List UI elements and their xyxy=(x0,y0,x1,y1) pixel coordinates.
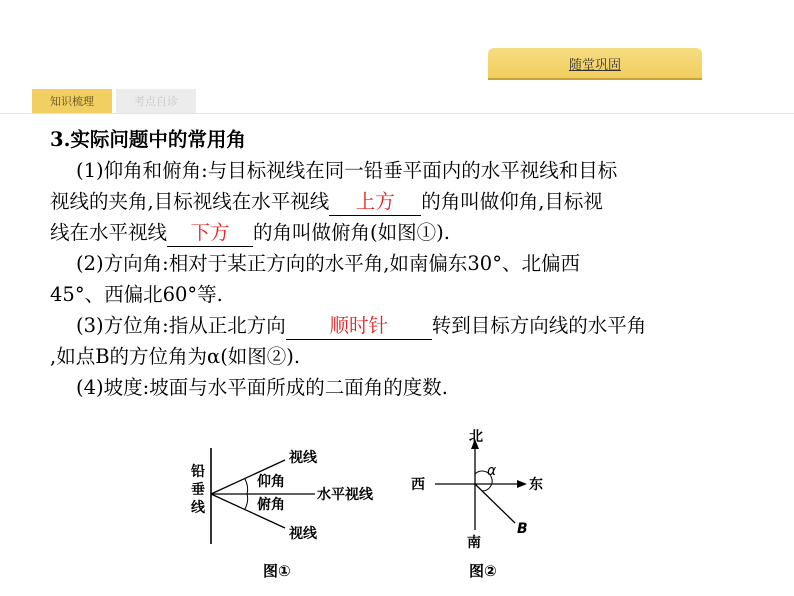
answer-blank-above: 上方 xyxy=(329,189,421,216)
east-label: 东 xyxy=(529,477,543,493)
paragraph-3-line-1 xyxy=(50,310,750,341)
figure-2-caption: 图② xyxy=(469,562,497,580)
text-fragment: 的角叫做仰角,目标视 xyxy=(421,190,603,213)
sight-label-top: 视线 xyxy=(289,450,317,466)
depression-arc xyxy=(245,494,248,509)
paragraph-2-line-2: 45°、西偏北60°等. xyxy=(50,283,223,306)
sight-label-bottom: 视线 xyxy=(289,526,317,542)
tab-self-test[interactable]: 考点自诊 xyxy=(116,89,196,113)
east-arrow-icon xyxy=(517,480,527,488)
horizontal-label: 水平视线 xyxy=(317,487,373,503)
paragraph-2-line-1: (2)方向角:相对于某正方向的水平角,如南偏东30°、北偏西 xyxy=(76,252,580,275)
elevation-arc xyxy=(245,479,248,494)
lesson-content xyxy=(50,124,750,403)
north-label: 北 xyxy=(469,429,483,445)
text-fragment: 视线的夹角,目标视线在水平视线 xyxy=(50,190,330,213)
elevation-label: 仰角 xyxy=(257,474,285,490)
text-fragment: 线在水平视线 xyxy=(50,221,168,244)
text-fragment: 的角叫做俯角(如图①). xyxy=(253,221,450,244)
figure-1-diagram xyxy=(185,440,405,590)
paragraph-3-line-2: ,如点B的方位角为α(如图②). xyxy=(50,345,301,368)
figure-1-caption: 图① xyxy=(263,562,291,580)
header-divider xyxy=(0,113,794,114)
text-fragment: 转到目标方向线的水平角 xyxy=(431,314,647,337)
tab-knowledge[interactable]: 知识梳理 xyxy=(32,89,112,113)
section-heading: 3.实际问题中的常用角 xyxy=(50,128,246,151)
vertical-char-3: 线 xyxy=(191,500,205,516)
alpha-label: α xyxy=(487,463,497,479)
west-label: 西 xyxy=(411,477,425,493)
direction-line xyxy=(475,484,515,523)
tab-review-label: 随堂巩固 xyxy=(568,57,621,73)
paragraph-1-line-3 xyxy=(50,217,750,248)
paragraph-1-line-2 xyxy=(50,186,750,217)
answer-blank-below: 下方 xyxy=(167,220,253,247)
answer-blank-clockwise: 顺时针 xyxy=(286,313,432,340)
depression-label: 俯角 xyxy=(257,497,285,513)
paragraph-1-line-1: (1)仰角和俯角:与目标视线在同一铅垂平面内的水平视线和目标 xyxy=(76,159,618,182)
paragraph-4: (4)坡度:坡面与水平面所成的二面角的度数. xyxy=(76,376,448,399)
south-label: 南 xyxy=(467,535,481,551)
figure-2-diagram xyxy=(405,425,565,590)
text-fragment: (3)方位角:指从正北方向 xyxy=(76,314,286,337)
point-b-label: B xyxy=(517,521,528,537)
tab-review[interactable] xyxy=(488,48,702,80)
vertical-char-1: 铅 xyxy=(191,464,205,480)
vertical-char-2: 垂 xyxy=(191,482,205,498)
